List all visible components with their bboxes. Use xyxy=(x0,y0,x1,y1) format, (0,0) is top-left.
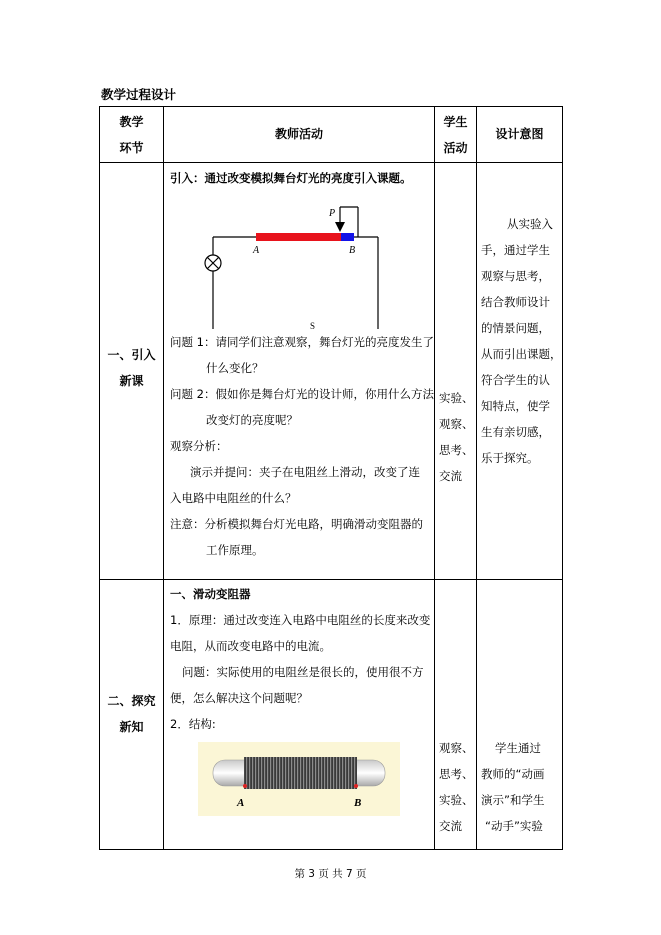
intro-heading: 引入：通过改变模拟舞台灯光的亮度引入课题。 xyxy=(170,171,412,185)
label-s: S xyxy=(310,321,316,329)
resistance-wire-blue xyxy=(341,233,354,241)
header-student: 学生 活动 xyxy=(435,107,477,163)
resistance-wire-red xyxy=(256,233,341,241)
note: 注意：分析模拟舞台灯光电路，明确滑动变阻器的 工作原理。 xyxy=(170,517,423,557)
page-title: 教学过程设计 xyxy=(101,87,177,102)
rheostat-photo xyxy=(198,742,400,816)
circuit-diagram xyxy=(198,195,428,329)
photo-label-b: B xyxy=(354,797,362,809)
design-intent-explore: 学生通过 教师的“动画 演示”和学生 “动手”实验 xyxy=(477,580,563,850)
student-activity-intro: 实验、 观察、 思考、 交流 xyxy=(435,163,477,580)
observation-analysis: 观察分析： xyxy=(170,439,228,453)
header-design: 设计意图 xyxy=(477,107,563,163)
teacher-activity-explore xyxy=(164,580,435,850)
label-b: B xyxy=(349,245,356,256)
stage-explore: 二、探究 新知 xyxy=(100,580,164,850)
question-2: 问题 2：假如你是舞台灯光的设计师，你用什么方法 改变灯的亮度呢？ xyxy=(170,387,434,427)
slider-arrow-icon xyxy=(335,222,345,232)
header-stage: 教学 环节 xyxy=(100,107,164,163)
stage-intro: 一、引入 新课 xyxy=(100,163,164,580)
label-a: A xyxy=(253,245,260,256)
practical-question: 问题：实际使用的电阻丝是很长的，使用很不方 便，怎么解决这个问题呢？ xyxy=(170,665,424,705)
structure-label: 2．结构: xyxy=(170,717,216,731)
label-p: P xyxy=(329,208,336,219)
design-intent-intro: 从实验入 手，通过学生 观察与思考， 结合教师设计 的情景问题， 从而引出课题， 符合学生的认 知特点，使学 生有亲切感， 乐于探究。 xyxy=(477,163,563,580)
lesson-process-table xyxy=(99,106,563,850)
rheostat-heading: 一、滑动变阻器 xyxy=(170,587,251,601)
teacher-activity-intro xyxy=(164,163,435,580)
student-activity-explore: 观察、 思考、 实验、 交流 xyxy=(435,580,477,850)
question-1: 问题 1：请同学们注意观察，舞台灯光的亮度发生了 什么变化？ xyxy=(170,335,434,375)
page-footer: 第 3 页 共 7 页 xyxy=(294,868,367,880)
principle: 1．原理：通过改变连入电路中电阻丝的长度来改变 电阻，从而改变电路中的电流。 xyxy=(170,613,431,653)
demo-question: 演示并提问：夹子在电阻丝上滑动，改变了连 入电路中电阻丝的什么？ xyxy=(170,465,420,505)
header-teacher: 教师活动 xyxy=(164,107,435,163)
photo-label-a: A xyxy=(237,797,245,809)
